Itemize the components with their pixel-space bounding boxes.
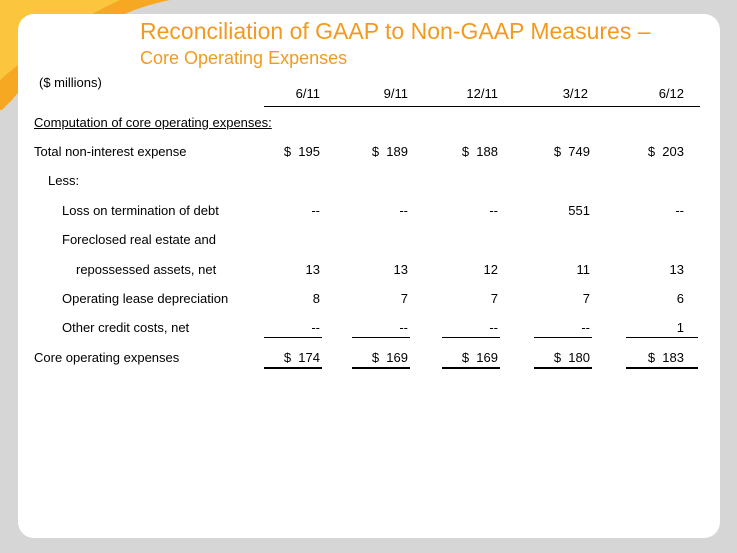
table-cell: $ 195 (283, 144, 320, 159)
table-cell: -- (399, 203, 408, 218)
table-cell: 551 (568, 203, 590, 218)
total-rule (442, 367, 500, 369)
table-cell: 7 (400, 291, 408, 306)
table-cell: $ 203 (647, 144, 684, 159)
table-cell: 13 (305, 262, 320, 277)
table-cell: 6 (676, 291, 684, 306)
row-label: repossessed assets, net (76, 262, 217, 277)
table-cell: 13 (669, 262, 684, 277)
table-cell: $ 749 (553, 144, 590, 159)
column-header: 9/11 (383, 86, 408, 101)
slide-title: Reconciliation of GAAP to Non-GAAP Measures – (140, 18, 651, 44)
row-label: Loss on termination of debt (62, 203, 219, 218)
subtotal-rule (442, 337, 500, 338)
table-cell: $ 174 (283, 350, 320, 365)
subtotal-rule (534, 337, 592, 338)
table-cell: 8 (312, 291, 320, 306)
subtotal-rule (264, 337, 322, 338)
row-label: Other credit costs, net (62, 320, 190, 335)
table-cell: $ 169 (371, 350, 408, 365)
table-cell: -- (311, 320, 320, 335)
row-label: Total non-interest expense (34, 144, 187, 159)
row-label: Less: (48, 173, 80, 188)
table-cell: $ 180 (553, 350, 590, 365)
table-cell: -- (311, 203, 320, 218)
row-label: Core operating expenses (34, 350, 180, 365)
table-cell: 7 (490, 291, 498, 306)
subtotal-rule (352, 337, 410, 338)
table-cell: $ 189 (371, 144, 408, 159)
units-label: ($ millions) (39, 75, 102, 90)
table-cell: 1 (676, 320, 684, 335)
subtotal-rule (626, 337, 698, 338)
row-label: Foreclosed real estate and (62, 232, 216, 247)
table-cell: 12 (483, 262, 498, 277)
table-cell: $ 188 (461, 144, 498, 159)
column-header: 3/12 (562, 86, 588, 101)
table-cell: -- (489, 320, 498, 335)
column-header: 12/11 (466, 86, 498, 101)
table-cell: $ 183 (647, 350, 684, 365)
slide-subtitle: Core Operating Expenses (140, 48, 348, 68)
table-cell: 13 (393, 262, 408, 277)
table-cell: -- (675, 203, 684, 218)
column-header: 6/11 (295, 86, 320, 101)
table-cell: -- (489, 203, 498, 218)
total-rule (352, 367, 410, 369)
total-rule (534, 367, 592, 369)
table-cell: 11 (576, 262, 590, 277)
section-heading: Computation of core operating expenses: (34, 115, 272, 130)
table-cell: 7 (582, 291, 590, 306)
row-label: Operating lease depreciation (62, 291, 229, 306)
column-header: 6/12 (658, 86, 684, 101)
header-rule (264, 106, 700, 107)
total-rule (264, 367, 322, 369)
total-rule (626, 367, 698, 369)
table-cell: $ 169 (461, 350, 498, 365)
table-cell: -- (581, 320, 590, 335)
table-cell: -- (399, 320, 408, 335)
